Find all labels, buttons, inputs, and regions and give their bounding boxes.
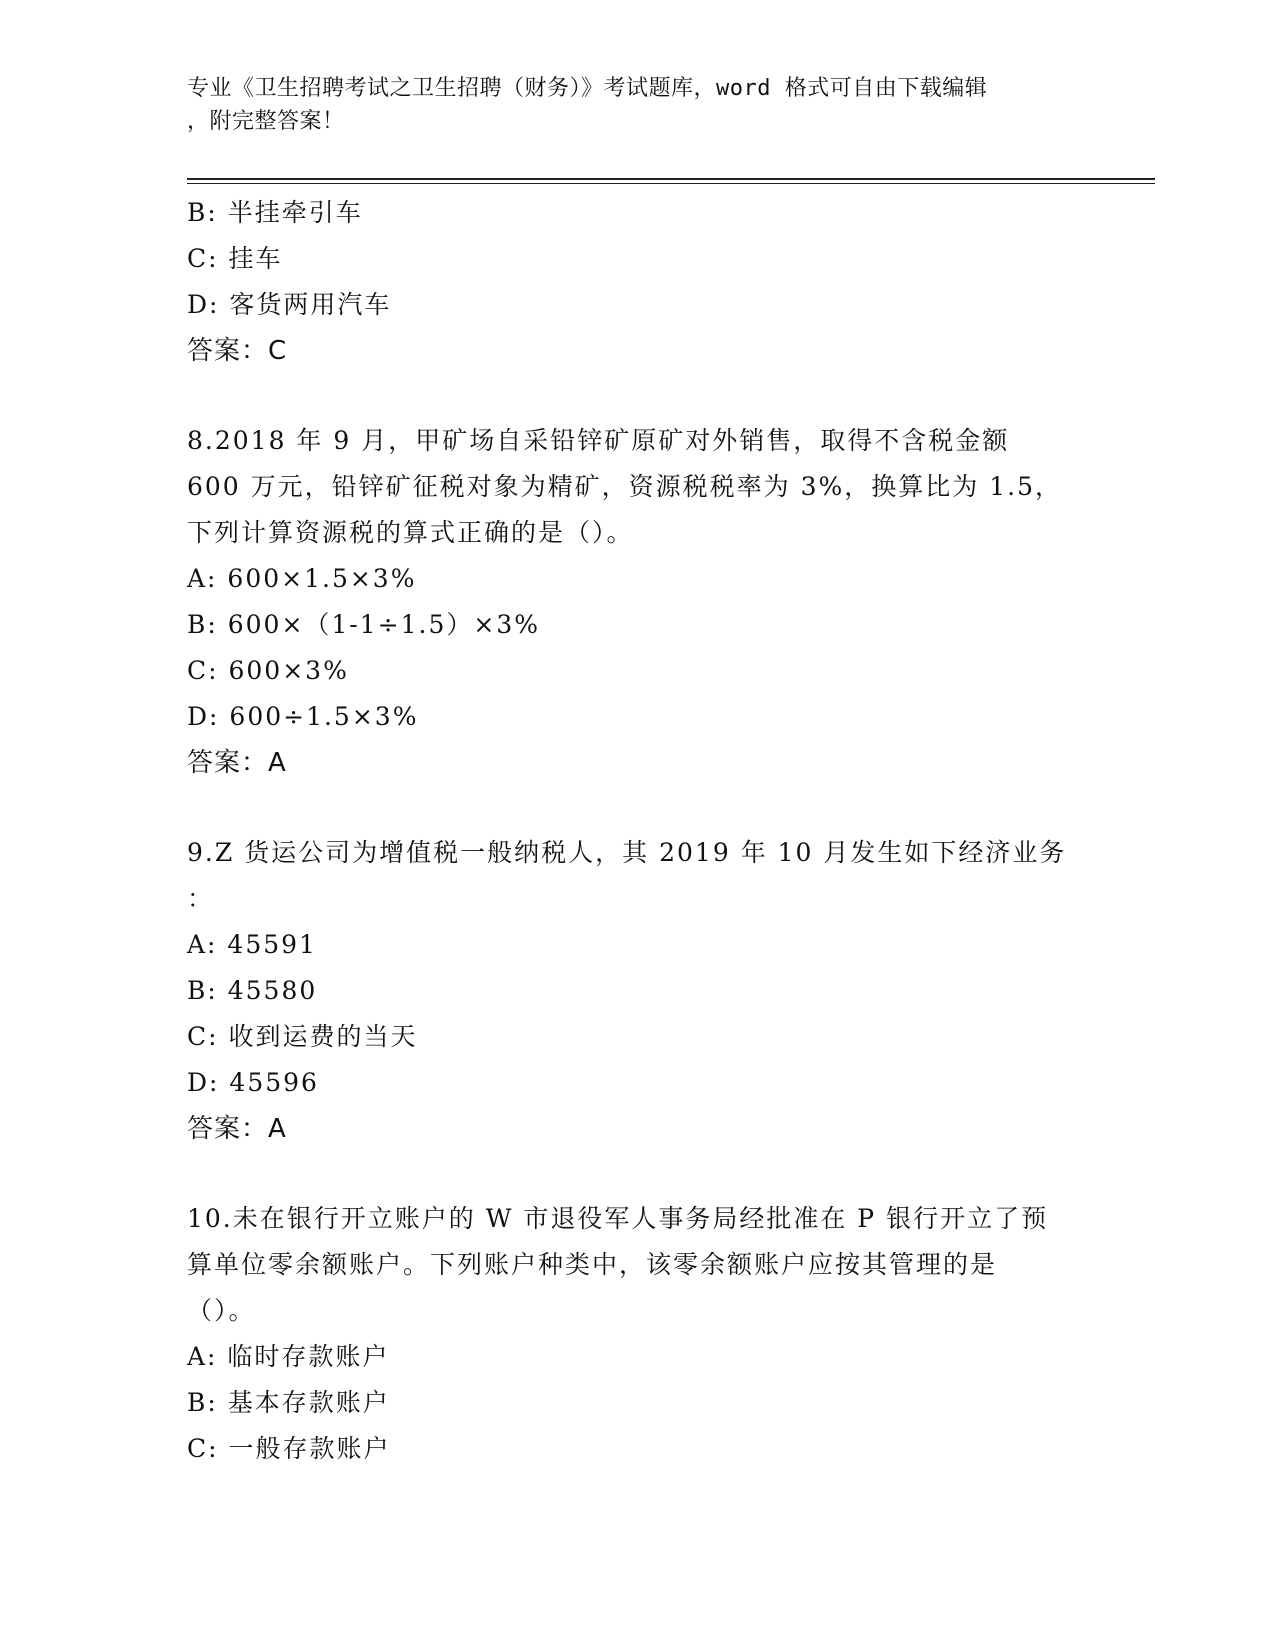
question-list xyxy=(187,190,1087,1472)
question-stem-line: 算单位零余额账户。下列账户种类中，该零余额账户应按其管理的是 xyxy=(187,1250,998,1279)
document-header xyxy=(187,72,1087,138)
question-8 xyxy=(187,418,1087,786)
question-stem-line: 600 万元，铅锌矿征税对象为精矿，资源税税率为 3%，换算比为 1.5， xyxy=(187,472,1062,501)
option-b: B: 基本存款账户 xyxy=(187,1388,390,1417)
question-9 xyxy=(187,830,1087,1152)
question-7 xyxy=(187,190,1087,374)
header-line-1: 专业《卫生招聘考试之卫生招聘（财务）》考试题库，word 格式可自由下载编辑 xyxy=(187,76,988,101)
option-c: C: 挂车 xyxy=(187,244,283,273)
question-stem-line: 8.2018 年 9 月，甲矿场自采铅锌矿原矿对外销售，取得不含税金额 xyxy=(187,426,1010,455)
header-line-2: ，附完整答案！ xyxy=(187,109,345,134)
option-d: D: 45596 xyxy=(187,1068,319,1097)
question-10 xyxy=(187,1196,1087,1472)
option-a: A: 45591 xyxy=(187,930,317,959)
option-d: D: 600÷1.5×3% xyxy=(187,702,419,731)
option-a: A: 600×1.5×3% xyxy=(187,564,417,593)
question-stem-line: 下列计算资源税的算式正确的是（）。 xyxy=(187,518,634,547)
question-stem-line: （）。 xyxy=(187,1296,256,1325)
option-b: B: 半挂牵引车 xyxy=(187,198,363,227)
answer: 答案：C xyxy=(187,336,288,366)
option-c: C: 600×3% xyxy=(187,656,349,685)
question-stem-line: 9.Z 货运公司为增值税一般纳税人，其 2019 年 10 月发生如下经济业务 xyxy=(187,838,1067,867)
option-d: D: 客货两用汽车 xyxy=(187,290,392,319)
answer: 答案：A xyxy=(187,748,287,778)
question-stem-line: 10.未在银行开立账户的 W 市退役军人事务局经批准在 P 银行开立了预 xyxy=(187,1204,1049,1233)
option-a: A: 临时存款账户 xyxy=(187,1342,390,1371)
header-divider xyxy=(187,178,1155,180)
question-stem-line: ： xyxy=(187,884,215,913)
answer: 答案：A xyxy=(187,1114,287,1144)
header-divider-thin xyxy=(187,183,1155,184)
option-c: C: 收到运费的当天 xyxy=(187,1022,418,1051)
option-c: C: 一般存款账户 xyxy=(187,1434,391,1463)
option-b: B: 45580 xyxy=(187,976,318,1005)
option-b: B: 600×（1-1÷1.5）×3% xyxy=(187,610,540,639)
